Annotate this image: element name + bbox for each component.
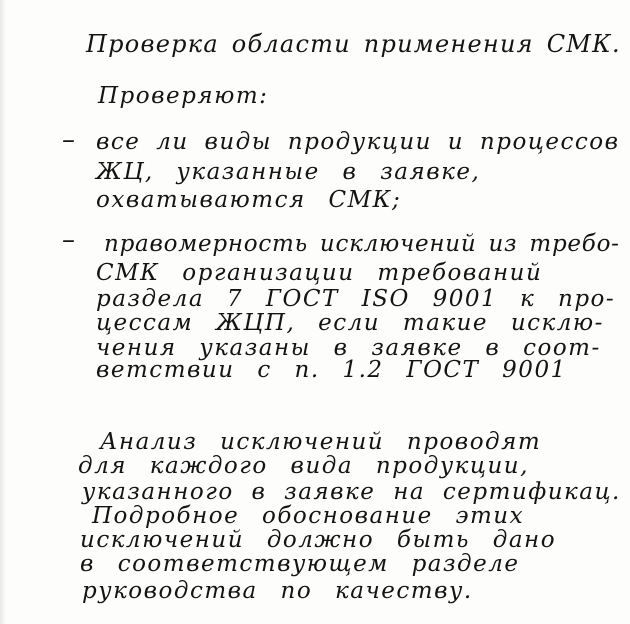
paragraph-line-6: в соответствующем разделе bbox=[80, 551, 520, 577]
bullet-2-line-2: СМК организации требований bbox=[96, 260, 543, 286]
paragraph-line-3: указанного в заявке на сертификац. bbox=[82, 479, 621, 505]
bullet-1-line-1: все ли виды продукции и процессов bbox=[96, 129, 620, 155]
paragraph-line-5: исключений должно быть дано bbox=[80, 527, 557, 553]
bullet-2-line-6: ветствии с п. 1.2 ГОСТ 9001 bbox=[96, 357, 567, 383]
bullet-1-marker: – bbox=[62, 125, 75, 155]
bullet-2-line-4: цессам ЖЦП, если такие исклю- bbox=[96, 310, 604, 336]
bullet-2-line-3: раздела 7 ГОСТ ISO 9001 к про- bbox=[96, 286, 616, 312]
bullet-1-line-2: ЖЦ, указанные в заявке, bbox=[96, 159, 481, 185]
page-title: Проверка области применения СМК. bbox=[86, 30, 621, 58]
scan-edge-shadow bbox=[0, 0, 6, 624]
subtitle: Проверяют: bbox=[98, 83, 269, 109]
bullet-1-line-3: охватываются СМК; bbox=[96, 187, 402, 213]
bullet-2-line-1: правомерность исключений из требо- bbox=[104, 231, 620, 257]
paragraph-line-7: руководства по качеству. bbox=[82, 578, 473, 604]
paragraph-line-4: Подробное обоснование этих bbox=[92, 503, 525, 529]
paragraph-line-2: для каждого вида продукции, bbox=[78, 453, 529, 479]
bullet-2-line-5: чения указаны в заявке в соот- bbox=[96, 335, 601, 361]
bullet-2-marker: – bbox=[62, 225, 75, 255]
paragraph-line-1: Анализ исключений проводят bbox=[100, 429, 542, 455]
